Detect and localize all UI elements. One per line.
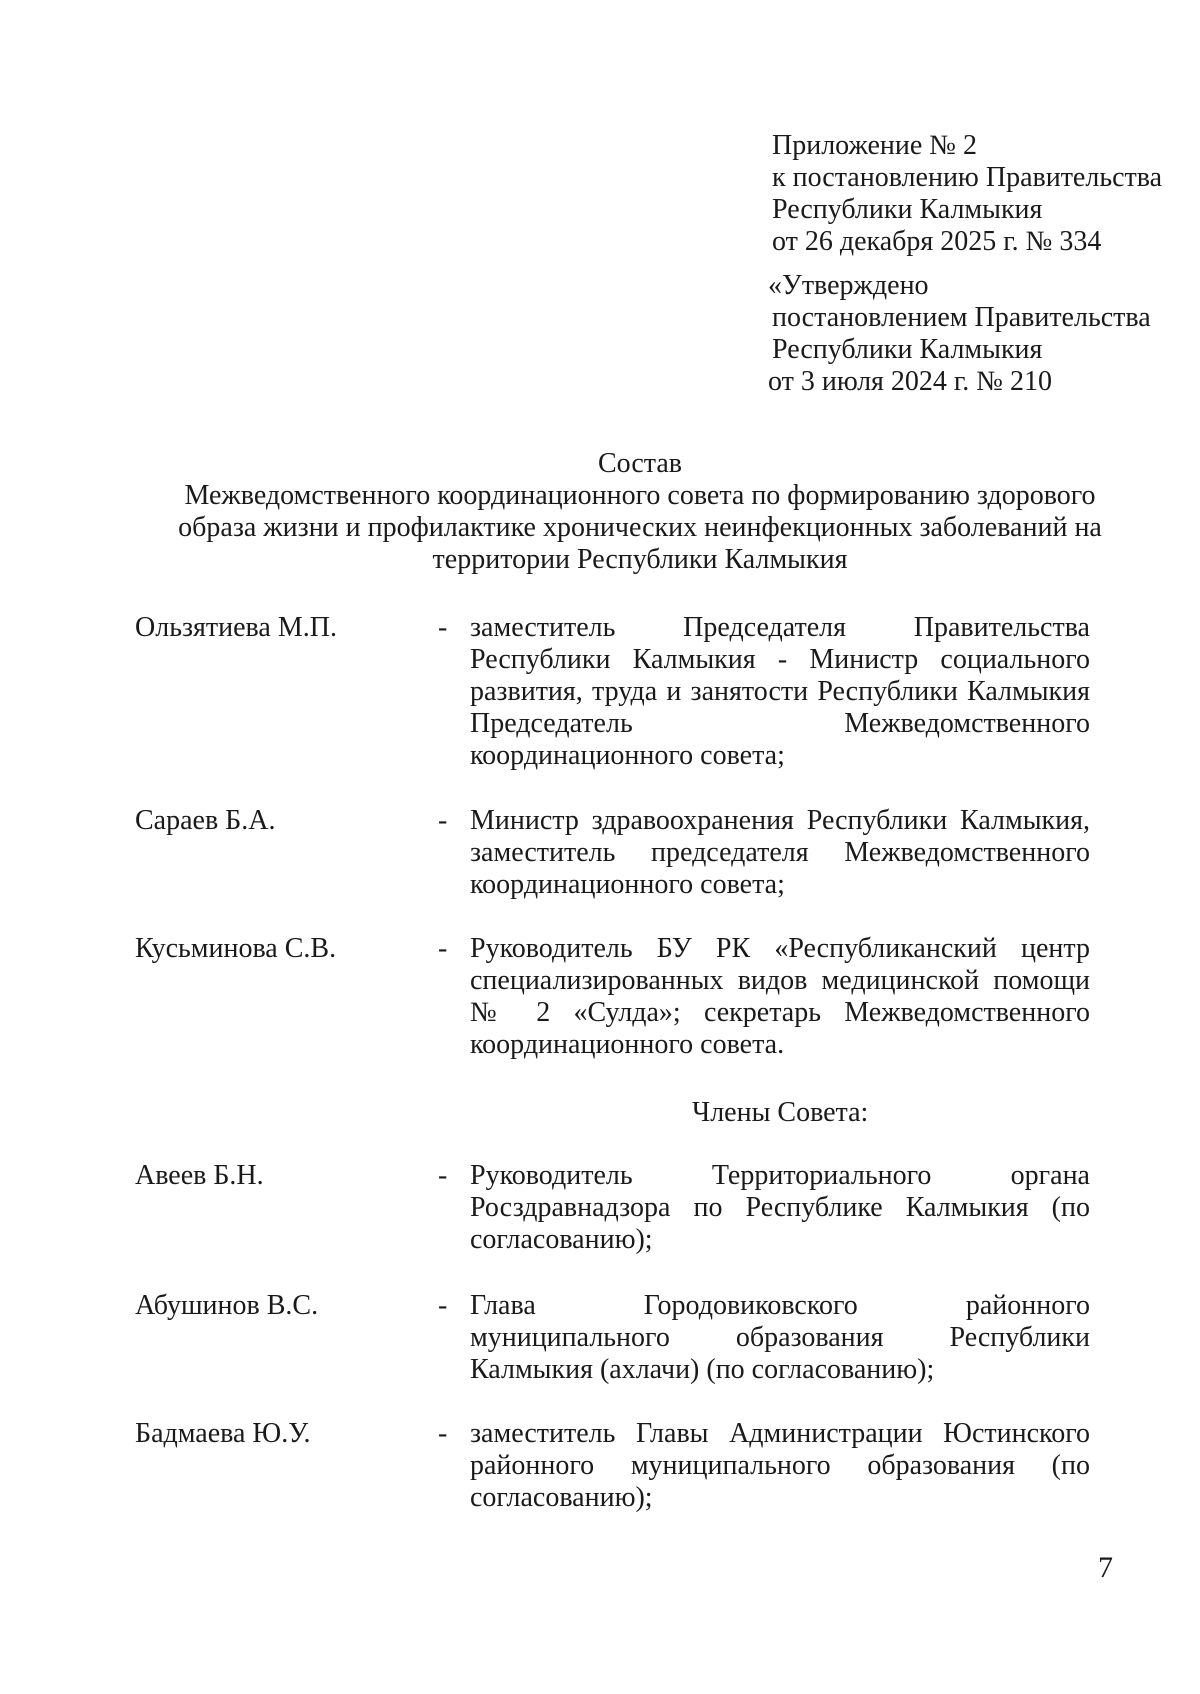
member-name: Сараев Б.А. [135, 805, 276, 836]
member-dash: - [438, 805, 448, 836]
member-name: Абушинов В.С. [135, 1290, 319, 1321]
page-number: 7 [1098, 1551, 1113, 1584]
approval-line: от 3 июля 2024 г. № 210 [768, 366, 1052, 397]
approval-block [768, 270, 1168, 398]
appendix-line: Республики Калмыкия [772, 194, 1043, 225]
appendix-line: Приложение № 2 [772, 130, 977, 161]
approval-line: постановлением Правительства [772, 302, 1151, 333]
member-name: Бадмаева Ю.У. [135, 1418, 311, 1449]
members-heading: Члены Совета: [692, 1097, 869, 1128]
member-description: заместитель Председателя Правительства Республики Калмыкия - Министр социального развития, труда и занятости Республики Калмыкия Председатель Межведомственного координационного совета; [470, 612, 1090, 771]
appendix-line: от 26 декабря 2025 г. № 334 [772, 226, 1102, 257]
member-description: заместитель Главы Администрации Юстинского районного муниципального образования (по согласованию); [470, 1418, 1090, 1513]
title-heading: Состав [597, 448, 683, 479]
appendix-line: к постановлению Правительства [772, 162, 1163, 193]
member-description: Министр здравоохранения Республики Калмыкия, заместитель председателя Межведомственного координационного совета; [470, 805, 1090, 900]
approval-line: Республики Калмыкия [772, 334, 1043, 365]
member-description: Глава Городовиковского районного муниципального образования Республики Калмыкия (ахлачи) (по согласованию); [470, 1290, 1090, 1385]
member-dash: - [438, 1418, 448, 1449]
member-dash: - [438, 612, 448, 643]
member-description: Руководитель Территориального органа Росздравнадзора по Республике Калмыкия (по согласованию); [470, 1160, 1090, 1255]
appendix-header [772, 130, 1172, 258]
member-dash: - [438, 1160, 448, 1191]
member-name: Кусьминова С.В. [135, 933, 337, 964]
document-title [150, 448, 1130, 576]
member-description: Руководитель БУ РК «Республиканский центр специализированных видов медицинской помощи № 2 «Сулда»; секретарь Межведомственного координационного совета. [470, 933, 1090, 1060]
member-dash: - [438, 1290, 448, 1321]
title-subtitle: Межведомственного координационного совета по формированию здорового образа жизни и профилактике хронических неинфекционных заболеваний на территории Республики Калмыкия [178, 480, 1102, 575]
approval-line: «Утверждено [768, 270, 929, 301]
member-name: Ользятиева М.П. [135, 612, 337, 643]
member-name: Авеев Б.Н. [135, 1160, 264, 1191]
member-dash: - [438, 933, 448, 964]
